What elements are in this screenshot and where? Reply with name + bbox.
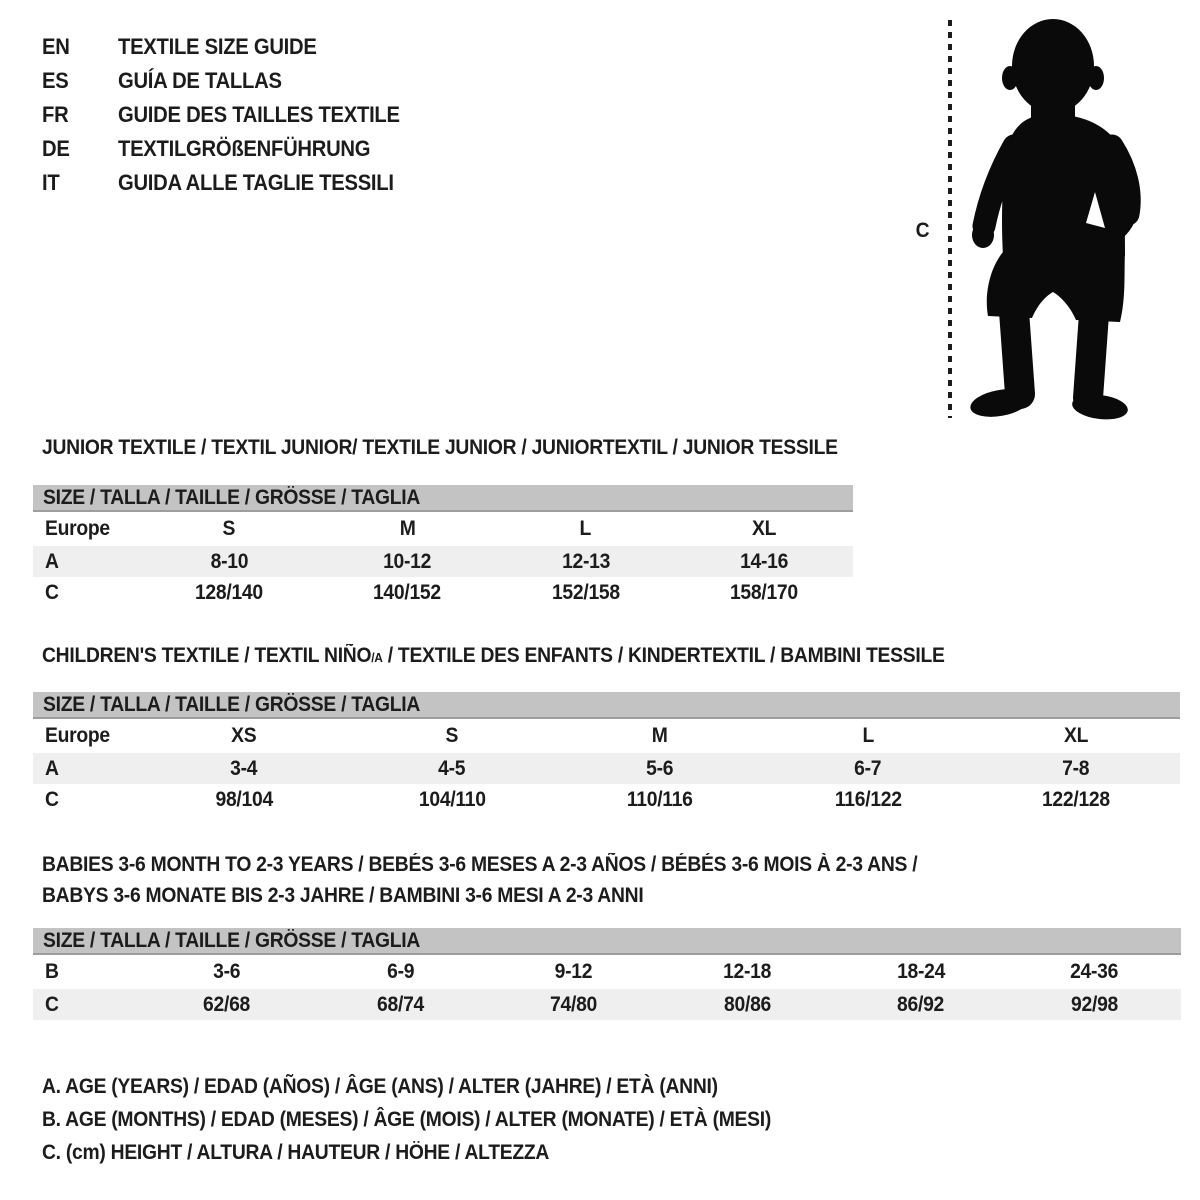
size-header-bar: SIZE / TALLA / TAILLE / GRÖSSE / TAGLIA [33,485,853,512]
height-measure-dashed-line [948,20,952,418]
value-cell: 92/98 [1070,992,1118,1016]
lang-title: TEXTILE SIZE GUIDE [118,34,317,59]
value-cell: 12-18 [723,960,772,983]
lang-row-de [42,132,424,166]
lang-row-fr [42,98,424,132]
row-label: C [45,992,59,1016]
lang-title: TEXTILGRÖßENFÜHRUNG [118,136,371,161]
toddler-silhouette-icon [958,16,1143,420]
children-table [33,692,1180,815]
value-cell: 62/68 [203,992,251,1016]
size-header-bar: SIZE / TALLA / TAILLE / GRÖSSE / TAGLIA [33,692,1180,719]
lang-code: ES [42,68,69,93]
lang-title: GUIDE DES TAILLES TEXTILE [118,102,400,127]
lang-row-en [42,30,424,64]
value-cell: 24-36 [1070,960,1119,983]
lang-row-it [42,166,424,200]
size-cell: L [862,724,874,747]
value-cell: 4-5 [438,756,466,780]
value-cell: 116/122 [834,787,902,811]
lang-row-es [42,64,424,98]
value-cell: 80/86 [723,992,771,1016]
legend-line-a: A. AGE (YEARS) / EDAD (AÑOS) / ÂGE (ANS) / ALTER (JAHRE) / ETÀ (ANNI) [42,1074,718,1098]
size-cell: S [222,517,236,540]
value-cell: 6-9 [386,960,414,983]
value-cell: 128/140 [195,580,264,604]
table-row [33,753,1180,784]
babies-table [33,928,1181,1020]
value-cell: 10-12 [383,549,432,573]
row-label: Europe [45,724,110,747]
value-cell: 122/128 [1042,787,1110,811]
lang-code: IT [42,170,60,195]
table-row [33,546,853,577]
value-cell: 7-8 [1062,756,1090,780]
size-cell: XL [1063,724,1089,747]
row-label: A [45,549,59,573]
value-cell: 6-7 [854,756,882,780]
table-row [33,784,1180,815]
size-cell: S [445,724,459,747]
row-label: A [45,756,59,780]
table-row [33,719,1180,753]
value-cell: 140/152 [373,580,442,604]
value-cell: 14-16 [739,549,788,573]
size-cell: L [579,517,592,540]
value-cell: 9-12 [554,960,593,983]
table-row [33,512,853,546]
size-cell: XS [231,724,257,747]
lang-title: GUIDA ALLE TAGLIE TESSILI [118,170,394,195]
value-cell: 12-13 [561,549,610,573]
value-cell: 158/170 [729,580,798,604]
size-cell: XL [751,517,776,540]
legend-line-b: B. AGE (MONTHS) / EDAD (MESES) / ÂGE (MOIS) / ALTER (MONATE) / ETÀ (MESI) [42,1107,772,1131]
height-measure-label: C [915,219,929,242]
value-cell: 86/92 [897,992,945,1016]
title-subscript: /A [371,650,383,665]
legend-line-c: C. (cm) HEIGHT / ALTURA / HAUTEUR / HÖHE / ALTEZZA [42,1140,550,1164]
lang-code: DE [42,136,70,161]
table-row [33,577,853,608]
value-cell: 104/110 [418,787,486,811]
value-cell: 8-10 [210,549,248,573]
language-title-list [42,30,424,200]
lang-title: GUÍA DE TALLAS [118,68,282,93]
size-cell: M [652,724,668,747]
row-label: Europe [45,517,110,540]
value-cell: 152/158 [551,580,620,604]
junior-table-title: JUNIOR TEXTILE / TEXTIL JUNIOR/ TEXTILE JUNIOR / JUNIORTEXTIL / JUNIOR TESSILE [42,436,838,459]
value-cell: 3-4 [230,756,258,780]
row-label: C [45,580,59,604]
table-row [33,955,1181,989]
value-cell: 110/116 [627,787,693,811]
lang-code: FR [42,102,69,127]
value-cell: 5-6 [646,756,674,780]
legend [42,1070,834,1169]
value-cell: 18-24 [896,960,945,983]
value-cell: 68/74 [376,992,424,1016]
table-row [33,989,1181,1020]
row-label: C [45,787,59,811]
row-label: B [45,960,59,983]
children-table-title: CHILDREN'S TEXTILE / TEXTIL NIÑO/A / TEXTILE DES ENFANTS / KINDERTEXTIL / BAMBINI TESSILE [42,644,945,667]
babies-table-title: BABIES 3-6 MONTH TO 2-3 YEARS / BEBÉS 3-6 MESES A 2-3 AÑOS / BÉBÉS 3-6 MOIS À 2-3 ANS / BABYS 3-6 MONATE BIS 2-3 JAHRE / BAMBINI 3-6 MESI A 2-3 ANNI [42,853,918,907]
lang-code: EN [42,34,70,59]
size-cell: M [399,517,416,540]
value-cell: 3-6 [213,960,241,983]
value-cell: 98/104 [215,787,273,811]
junior-table [33,485,853,608]
value-cell: 74/80 [550,992,598,1016]
size-header-bar: SIZE / TALLA / TAILLE / GRÖSSE / TAGLIA [33,928,1181,955]
